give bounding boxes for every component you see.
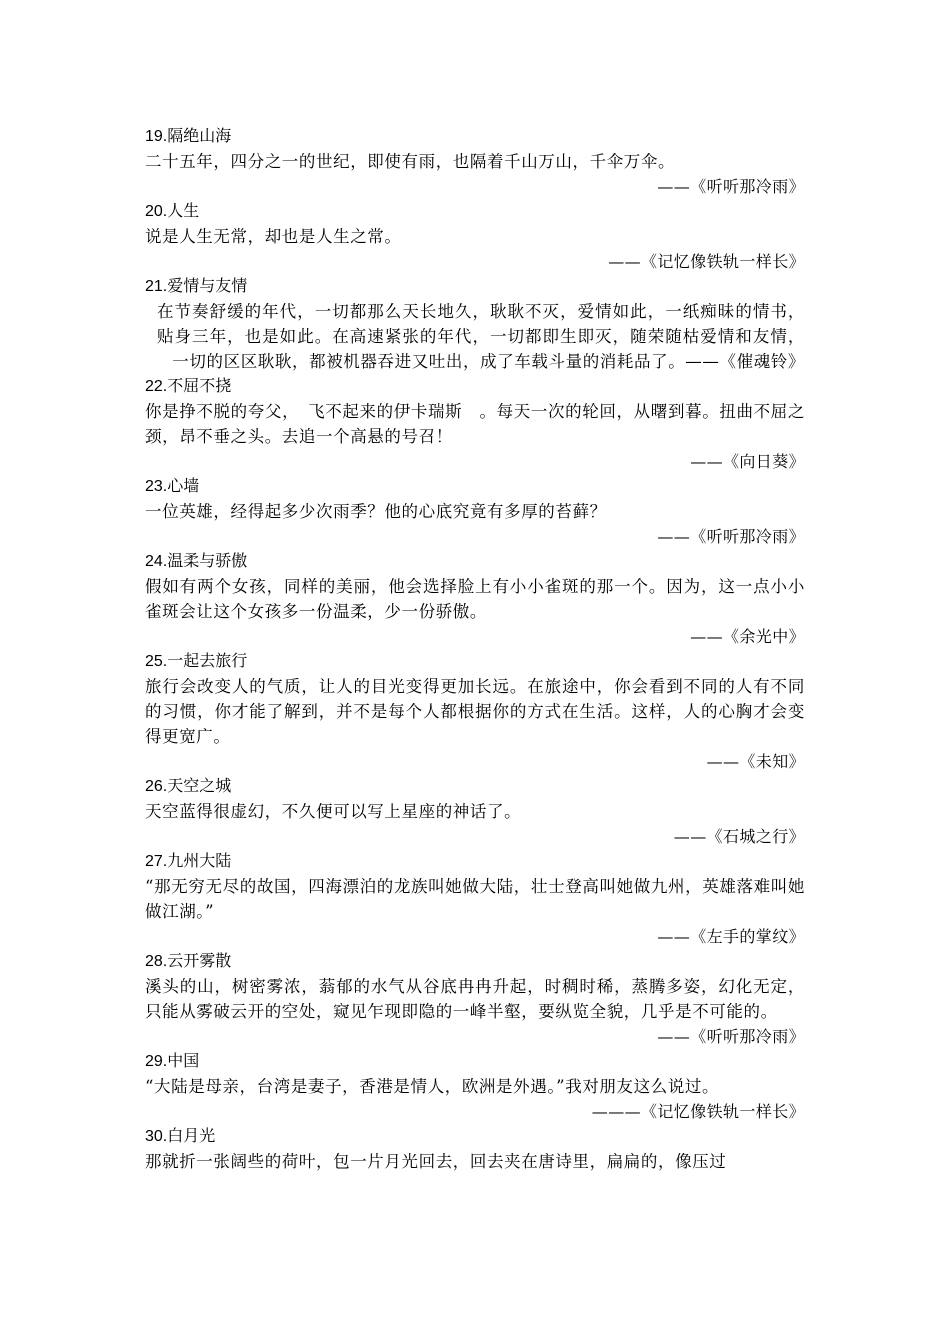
entry-heading: 30.白月光 (145, 1128, 216, 1145)
entry-source: ——《余光中》 (690, 627, 805, 646)
entry-text: 一位英雄，经得起多少次雨季？他的心底究竟有多厚的苔藓？ (145, 502, 607, 521)
quote-entry-24 (145, 549, 805, 649)
entry-text: 二十五年，四分之一的世纪，即使有雨，也隔着千山万山，千伞万伞。 (145, 152, 676, 171)
quote-entry-30 (145, 1124, 805, 1174)
quote-entry-19 (145, 124, 805, 199)
entry-text: “那无穷无尽的故国，四海漂泊的龙族叫她做大陆，壮士登高叫她做九州，英雄落难叫她做江湖。” (145, 877, 805, 921)
entry-source: ——《听听那冷雨》 (657, 1027, 805, 1046)
entry-heading: 26.天空之城 (145, 778, 232, 795)
quote-entry-29 (145, 1049, 805, 1124)
entry-text: “大陆是母亲，台湾是妻子，香港是情人，欧洲是外遇。”我对朋友这么说过。 (145, 1077, 720, 1096)
entry-text: 你是挣不脱的夸父， 飞不起来的伊卡瑞斯 。每天一次的轮回，从曙到暮。扭曲不屈之颈，昂不垂之头。去追一个高悬的号召！ (145, 402, 805, 446)
entry-text: 说是人生无常，却也是人生之常。 (145, 227, 402, 246)
quote-entry-21 (145, 274, 805, 374)
entry-heading: 25.一起去旅行 (145, 653, 248, 670)
entry-heading: 28.云开雾散 (145, 953, 232, 970)
entry-source: ——《未知》 (706, 752, 805, 771)
entry-source: ——《记忆像铁轨一样长》 (608, 252, 805, 271)
entry-source: ——《听听那冷雨》 (657, 177, 805, 196)
entry-text: 溪头的山，树密雾浓，蓊郁的水气从谷底冉冉升起，时稠时稀，蒸腾多姿，幻化无定，只能从雾破云开的空处，窥见乍现即隐的一峰半壑，要纵览全貌，几乎是不可能的。 (145, 977, 805, 1021)
entry-heading: 22.不屈不挠 (145, 378, 232, 395)
entry-source: ——《左手的掌纹》 (657, 927, 805, 946)
entry-text: 在节奏舒缓的年代，一切都那么天长地久，耿耿不灭，爱情如此，一纸痴昧的情书，贴身三年，也是如此。在高速紧张的年代，一切都即生即灭，随荣随枯爱情和友情，一切的区区耿耿，都被机器吞进又吐出，成了车载斗量的消耗品了。——《催魂铃》 (157, 302, 805, 371)
entry-text: 天空蓝得很虚幻，不久便可以写上星座的神话了。 (145, 802, 522, 821)
entry-text: 旅行会改变人的气质，让人的目光变得更加长远。在旅途中，你会看到不同的人有不同的习惯，你才能了解到，并不是每个人都根据你的方式在生活。这样，人的心胸才会变得更宽广。 (145, 677, 805, 746)
quote-entry-23 (145, 474, 805, 549)
entry-source: ——《听听那冷雨》 (657, 527, 805, 546)
entry-heading: 24.温柔与骄傲 (145, 553, 248, 570)
entry-text: 那就折一张阔些的荷叶，包一片月光回去，回去夹在唐诗里，扁扁的，像压过 (145, 1152, 727, 1171)
entry-source: ——《向日葵》 (690, 452, 805, 471)
entry-heading: 21.爱情与友情 (145, 278, 248, 295)
entry-heading: 23.心墙 (145, 478, 200, 495)
document-page (145, 124, 805, 1174)
entry-heading: 19.隔绝山海 (145, 128, 232, 145)
quote-entry-20 (145, 199, 805, 274)
quote-entry-28 (145, 949, 805, 1049)
quote-entry-22 (145, 374, 805, 474)
entry-text: 假如有两个女孩，同样的美丽，他会选择脸上有小小雀斑的那一个。因为，这一点小小雀斑会让这个女孩多一份温柔，少一份骄傲。 (145, 577, 805, 621)
entry-source: ——《石城之行》 (673, 827, 805, 846)
entry-heading: 20.人生 (145, 203, 200, 220)
entry-heading: 27.九州大陆 (145, 853, 232, 870)
entry-source: ———《记忆像铁轨一样长》 (591, 1102, 805, 1121)
quote-entry-25 (145, 649, 805, 774)
entry-heading: 29.中国 (145, 1053, 200, 1070)
quote-entry-26 (145, 774, 805, 849)
quote-entry-27 (145, 849, 805, 949)
